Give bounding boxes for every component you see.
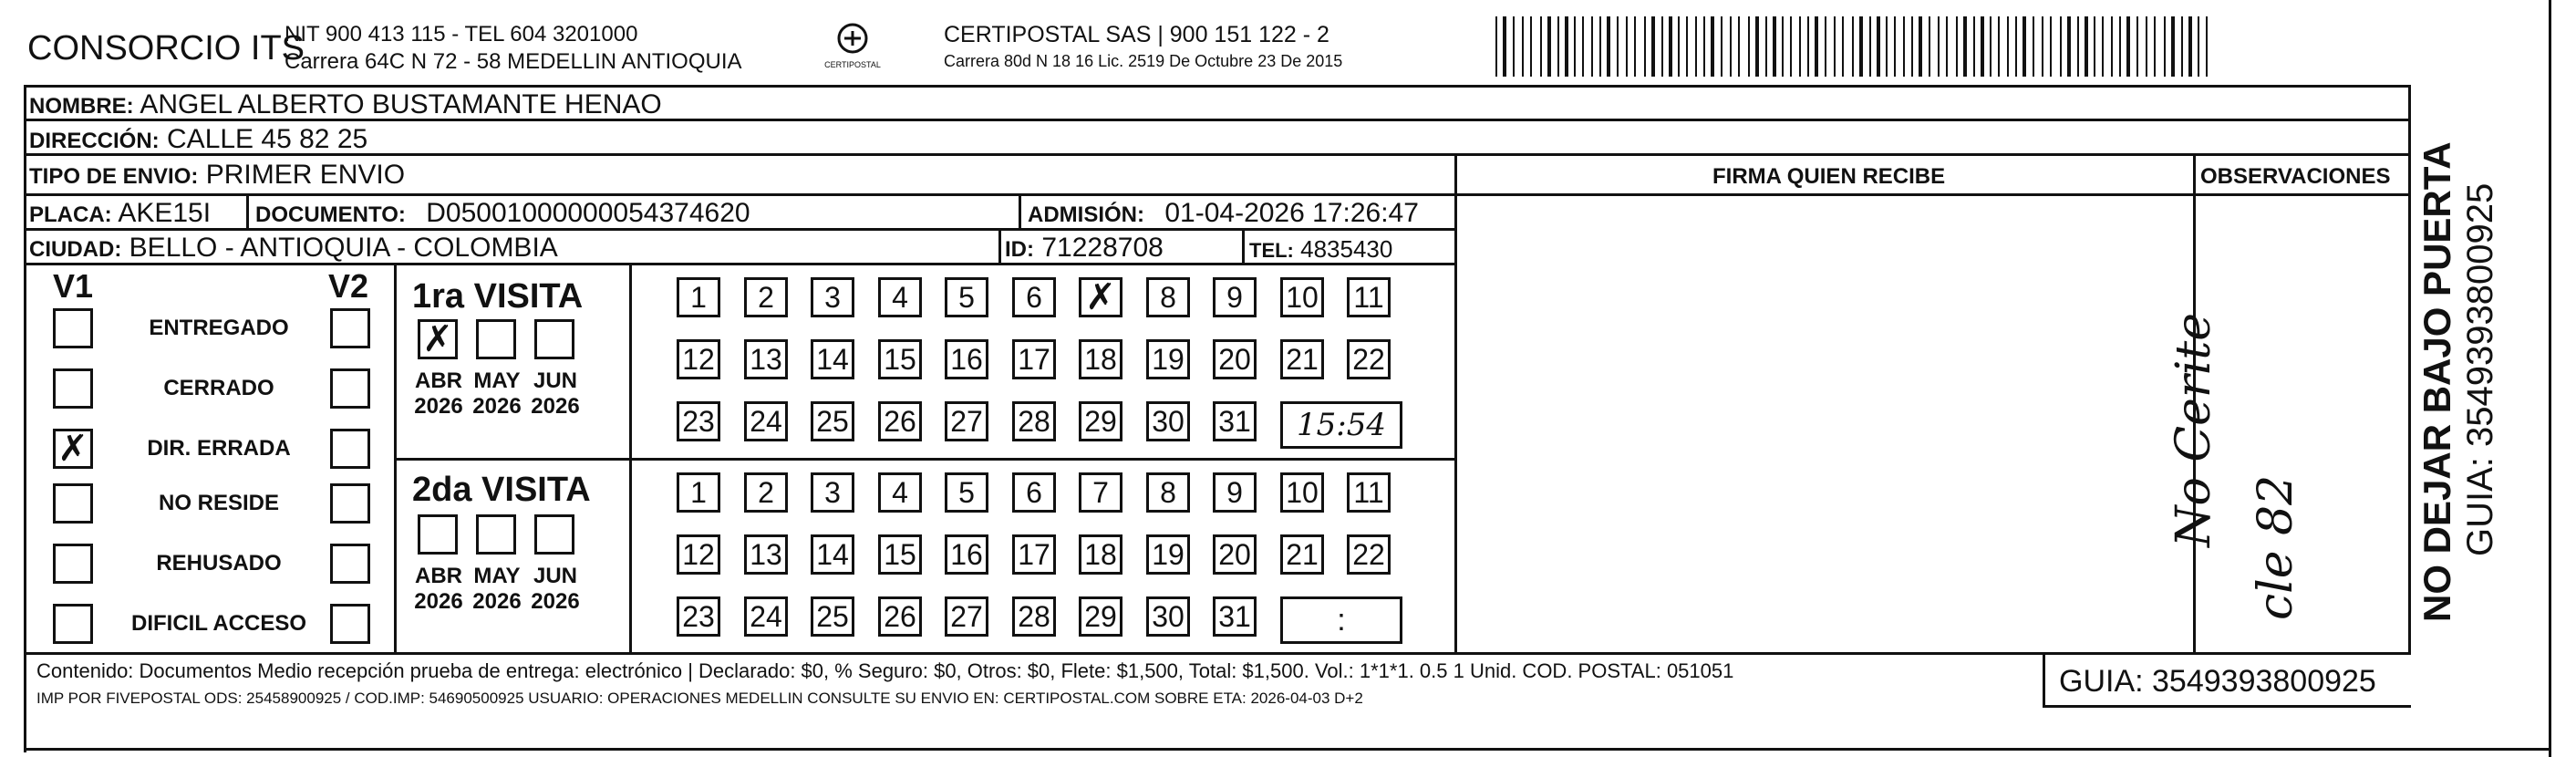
day-box[interactable]: 31 <box>1213 401 1257 441</box>
month-checkbox[interactable] <box>534 514 574 555</box>
day-box[interactable]: 16 <box>945 339 988 379</box>
status-checkbox-v1[interactable]: ✗ <box>53 429 93 469</box>
day-box[interactable]: 12 <box>677 339 720 379</box>
day-box[interactable]: 4 <box>878 472 922 513</box>
id-divider <box>998 228 1001 264</box>
day-box[interactable]: 29 <box>1079 596 1122 637</box>
day-box[interactable]: 8 <box>1146 277 1190 317</box>
company-name: CONSORCIO ITS <box>27 29 305 67</box>
day-box[interactable]: 23 <box>677 401 720 441</box>
day-box[interactable]: 9 <box>1213 472 1257 513</box>
day-box[interactable]: 30 <box>1146 401 1190 441</box>
footer-guia: GUIA: 3549393800925 <box>2059 664 2376 699</box>
day-box[interactable]: 1 <box>677 277 720 317</box>
id-row <box>1005 234 1164 262</box>
day-box[interactable]: 9 <box>1213 277 1257 317</box>
day-box[interactable]: 17 <box>1012 534 1056 575</box>
placa-divider <box>246 193 249 230</box>
placa-row <box>29 200 211 227</box>
company-address: Carrera 64C N 72 - 58 MEDELLIN ANTIOQUIA <box>284 49 742 74</box>
observaciones-header-line <box>2193 193 2408 196</box>
month-checkbox[interactable] <box>418 514 458 555</box>
tel-label: TEL: <box>1249 239 1294 262</box>
day-box[interactable]: 13 <box>744 339 788 379</box>
header-divider <box>24 85 2411 88</box>
day-box[interactable]: 19 <box>1146 339 1190 379</box>
day-box[interactable]: 30 <box>1146 596 1190 637</box>
admision-label: ADMISIÓN: <box>1028 202 1144 227</box>
frame-right-border <box>2549 0 2551 757</box>
day-box[interactable]: 4 <box>878 277 922 317</box>
second-visit-title: 2da VISITA <box>412 471 591 509</box>
observaciones-header: OBSERVACIONES <box>2200 164 2391 189</box>
day-box[interactable]: 20 <box>1213 534 1257 575</box>
footer-imp: IMP POR FIVEPOSTAL ODS: 25458900925 / COD.IMP: 54690500925 USUARIO: OPERACIONES MEDELLIN CONSULTE SU ENVIO EN: CERTIPOSTAL.COM SOBRE ETA: 2026-04-03 D+2 <box>36 690 1363 707</box>
day-box[interactable]: 10 <box>1280 472 1324 513</box>
documento-label: DOCUMENTO: <box>255 202 406 227</box>
tel-value: 4835430 <box>1300 235 1393 263</box>
year-label: 2026 <box>531 394 580 419</box>
status-label: NO RESIDE <box>158 491 280 515</box>
year-label: 2026 <box>414 589 463 614</box>
month-checkbox[interactable] <box>534 319 574 359</box>
direccion-row <box>29 126 367 153</box>
tel-divider <box>1242 228 1245 264</box>
direccion-label: DIRECCIÓN: <box>29 129 160 153</box>
day-box[interactable]: 11 <box>1347 472 1391 513</box>
day-box[interactable]: 27 <box>945 596 988 637</box>
placa-label: PLACA: <box>29 202 112 227</box>
day-box[interactable]: 6 <box>1012 472 1056 513</box>
carrier-address: Carrera 80d N 18 16 Lic. 2519 De Octubre 23 De 2015 <box>944 52 1343 70</box>
month-label: ABR <box>415 368 462 393</box>
day-box[interactable]: 3 <box>811 472 854 513</box>
id-value: 71228708 <box>1041 233 1164 263</box>
day-box[interactable]: 31 <box>1213 596 1257 637</box>
day-box[interactable]: 5 <box>945 277 988 317</box>
day-box[interactable]: 24 <box>744 401 788 441</box>
handwritten-note-2: cle 82 <box>2249 474 2303 620</box>
admision-row <box>1028 200 1419 227</box>
firma-header: FIRMA QUIEN RECIBE <box>1712 164 1946 189</box>
day-box[interactable]: 14 <box>811 339 854 379</box>
day-box[interactable]: 21 <box>1280 534 1324 575</box>
day-box[interactable]: 25 <box>811 596 854 637</box>
day-box[interactable]: 16 <box>945 534 988 575</box>
first-visit-title: 1ra VISITA <box>412 277 584 316</box>
status-checkbox-v1[interactable] <box>53 604 93 644</box>
v2-label: V2 <box>328 267 369 305</box>
month-label: MAY <box>473 368 521 393</box>
month-checkbox[interactable] <box>476 319 516 359</box>
day-box[interactable]: 11 <box>1347 277 1391 317</box>
documento-value: D05001000000054374620 <box>426 198 750 228</box>
admision-value: 01-04-2026 17:26:47 <box>1164 198 1419 228</box>
ciudad-value: BELLO - ANTIOQUIA - COLOMBIA <box>129 233 558 263</box>
day-box[interactable]: 28 <box>1012 401 1056 441</box>
svg-text:CERTIPOSTAL: CERTIPOSTAL <box>824 60 881 69</box>
admision-divider <box>1019 193 1021 230</box>
day-box[interactable]: 27 <box>945 401 988 441</box>
day-box[interactable]: 1 <box>677 472 720 513</box>
company-nit: NIT 900 413 115 - TEL 604 3201000 <box>284 22 638 47</box>
day-box[interactable]: 2 <box>744 472 788 513</box>
side-guia: GUIA: 3549393800925 <box>2460 182 2500 556</box>
side-title: NO DEJAR BAJO PUERTA <box>2416 141 2458 622</box>
row-divider-2 <box>24 153 2411 156</box>
day-box[interactable]: 15 <box>878 534 922 575</box>
day-box[interactable]: 17 <box>1012 339 1056 379</box>
first-visit-time[interactable]: 15:54 <box>1280 401 1402 449</box>
status-label: CERRADO <box>163 376 274 400</box>
direccion-value: CALLE 45 82 25 <box>167 124 368 154</box>
day-box[interactable]: 22 <box>1347 534 1391 575</box>
carrier-name: CERTIPOSTAL SAS | 900 151 122 - 2 <box>944 22 1329 47</box>
status-checkbox-v2[interactable] <box>330 308 370 348</box>
tel-row <box>1249 237 1392 261</box>
day-box[interactable]: 12 <box>677 534 720 575</box>
handwritten-note-1: No Cerite <box>2167 312 2221 547</box>
certipostal-logo <box>812 18 894 73</box>
visit-divider <box>394 458 1457 461</box>
status-checkbox-v1[interactable] <box>53 308 93 348</box>
day-box[interactable]: 24 <box>744 596 788 637</box>
nombre-value: ANGEL ALBERTO BUSTAMANTE HENAO <box>140 89 662 119</box>
firma-left-border <box>1454 153 1457 655</box>
status-checkbox-v2[interactable] <box>330 544 370 584</box>
status-label: DIR. ERRADA <box>147 436 291 461</box>
day-box[interactable]: 18 <box>1079 534 1122 575</box>
status-checkbox-v1[interactable] <box>53 483 93 524</box>
month-label: ABR <box>415 564 462 588</box>
ciudad-label: CIUDAD: <box>29 237 122 262</box>
second-visit-time[interactable]: : <box>1280 596 1402 644</box>
status-checkbox-v2[interactable] <box>330 483 370 524</box>
day-box[interactable]: 18 <box>1079 339 1122 379</box>
frame-bottom-border <box>24 748 2551 751</box>
status-checkbox-v2[interactable] <box>330 429 370 469</box>
year-label: 2026 <box>414 394 463 419</box>
day-box[interactable]: 8 <box>1146 472 1190 513</box>
month-checkbox[interactable]: ✗ <box>418 319 458 359</box>
day-box[interactable]: 3 <box>811 277 854 317</box>
v1-label: V1 <box>53 267 94 305</box>
status-checkbox-v1[interactable] <box>53 544 93 584</box>
day-box[interactable]: 10 <box>1280 277 1324 317</box>
month-label: MAY <box>473 564 521 588</box>
day-box[interactable]: 29 <box>1079 401 1122 441</box>
day-box[interactable]: 28 <box>1012 596 1056 637</box>
side-column-border <box>2408 85 2411 655</box>
nombre-label: NOMBRE: <box>29 94 134 119</box>
documento-row <box>255 200 750 227</box>
footer-guia-divider <box>2043 652 2045 707</box>
day-box[interactable]: 14 <box>811 534 854 575</box>
day-box[interactable]: 20 <box>1213 339 1257 379</box>
month-label: JUN <box>533 564 577 588</box>
day-box[interactable]: 22 <box>1347 339 1391 379</box>
day-box[interactable]: 2 <box>744 277 788 317</box>
day-box[interactable]: 6 <box>1012 277 1056 317</box>
ciudad-row <box>29 234 558 262</box>
footer-divider <box>24 652 2411 655</box>
day-box[interactable]: 26 <box>878 401 922 441</box>
day-box[interactable]: 26 <box>878 596 922 637</box>
year-label: 2026 <box>472 589 522 614</box>
placa-value: AKE15I <box>118 198 212 228</box>
status-label: REHUSADO <box>156 551 282 576</box>
day-box[interactable]: 13 <box>744 534 788 575</box>
month-label: JUN <box>533 368 577 393</box>
day-box[interactable]: 19 <box>1146 534 1190 575</box>
footer-contenido: Contenido: Documentos Medio recepción prueba de entrega: electrónico | Declarado: $0, % Seguro: $0, Otros: $0, Flete: $1,500, Total: $1,500. Vol.: 1*1*1. 0.5 1 Unid. COD. POSTAL: 051051 <box>36 659 1734 682</box>
footer-guia-bottom <box>2043 705 2411 708</box>
id-label: ID: <box>1005 237 1034 262</box>
year-label: 2026 <box>472 394 522 419</box>
day-box[interactable]: 23 <box>677 596 720 637</box>
status-checkbox-v2[interactable] <box>330 604 370 644</box>
year-label: 2026 <box>531 589 580 614</box>
row-divider-3 <box>24 193 2411 196</box>
day-box[interactable]: 7 <box>1079 472 1122 513</box>
tipo-row <box>29 161 405 189</box>
status-checkbox-v1[interactable] <box>53 368 93 409</box>
day-box[interactable]: 25 <box>811 401 854 441</box>
nombre-row <box>29 91 662 119</box>
day-box[interactable]: ✗ <box>1079 277 1122 317</box>
status-label: ENTREGADO <box>149 316 289 340</box>
barcode <box>1495 16 2216 77</box>
status-checkbox-v2[interactable] <box>330 368 370 409</box>
day-box[interactable]: 15 <box>878 339 922 379</box>
day-box[interactable]: 21 <box>1280 339 1324 379</box>
month-checkbox[interactable] <box>476 514 516 555</box>
status-label: DIFICIL ACCESO <box>130 611 306 636</box>
day-box[interactable]: 5 <box>945 472 988 513</box>
tipo-label: TIPO DE ENVIO: <box>29 164 199 189</box>
tipo-value: PRIMER ENVIO <box>205 160 406 190</box>
